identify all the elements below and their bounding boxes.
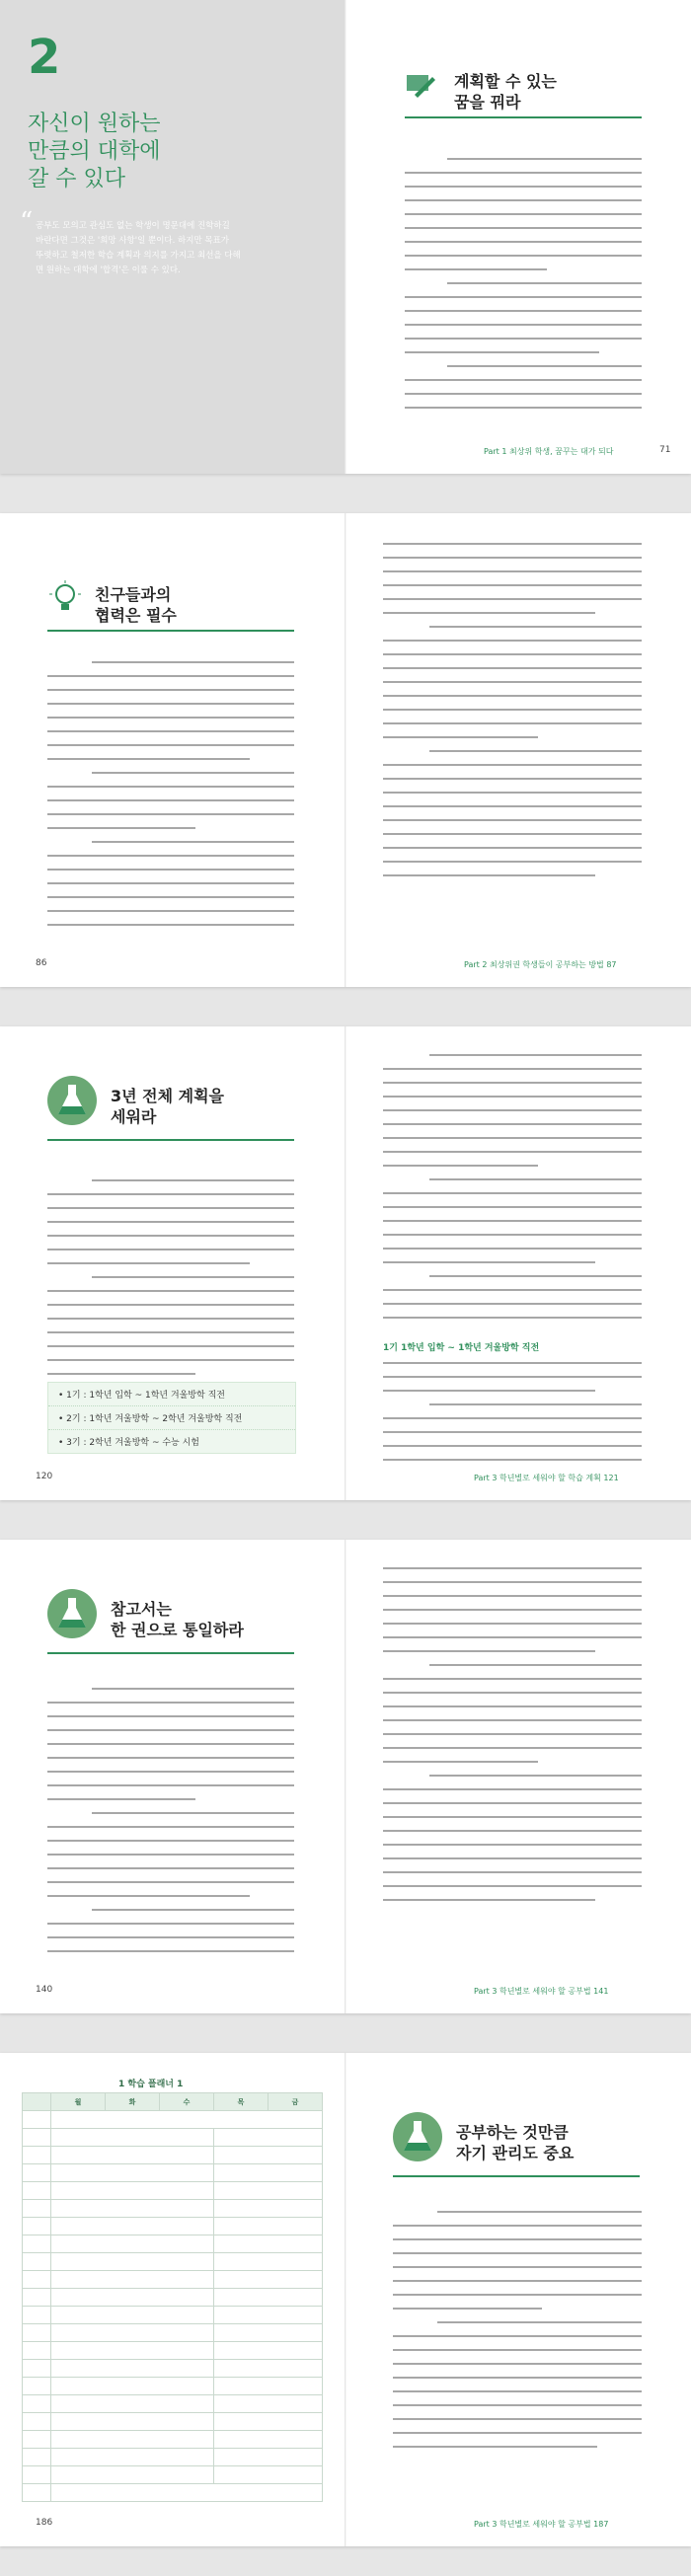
body-text bbox=[47, 1688, 294, 1964]
right-page bbox=[346, 2053, 691, 2546]
section-title-line: 친구들과의 bbox=[95, 585, 172, 604]
table-row bbox=[23, 2342, 323, 2360]
quote-line: 바란다면 그것은 '희망 사항'일 뿐이다. 하지만 목표가 bbox=[36, 236, 230, 246]
table-row bbox=[23, 2413, 323, 2431]
term-list bbox=[47, 1382, 296, 1454]
left-page bbox=[0, 2053, 346, 2546]
study-planner-table bbox=[22, 2092, 323, 2502]
table-header-row bbox=[23, 2093, 323, 2111]
chapter-title-line: 갈 수 있다 bbox=[28, 167, 125, 191]
running-footer: Part 1 최상위 학생, 꿈꾸는 대가 되다 bbox=[484, 447, 614, 456]
flask-icon bbox=[393, 2112, 442, 2161]
section-header bbox=[47, 574, 294, 634]
section-header bbox=[47, 1076, 294, 1145]
left-page bbox=[0, 513, 346, 987]
spread-4 bbox=[0, 1540, 691, 2013]
body-text bbox=[47, 1179, 294, 1387]
table-header: 목 bbox=[214, 2093, 269, 2111]
section-rule bbox=[405, 116, 642, 118]
table-header: 수 bbox=[160, 2093, 214, 2111]
spread-3 bbox=[0, 1026, 691, 1500]
body-text bbox=[47, 661, 294, 938]
spread-1 bbox=[0, 0, 691, 474]
table-row bbox=[23, 2147, 323, 2164]
list-item: • 3기 : 2학년 겨울방학 ~ 수능 시험 bbox=[58, 1438, 199, 1448]
flask-icon bbox=[47, 1589, 97, 1638]
section-title bbox=[111, 1086, 224, 1127]
table-header: 금 bbox=[269, 2093, 323, 2111]
table-row bbox=[23, 2395, 323, 2413]
table-row bbox=[23, 2200, 323, 2218]
section-title-line: 참고서는 bbox=[111, 1600, 172, 1619]
spread-5 bbox=[0, 2053, 691, 2546]
left-page bbox=[0, 1540, 346, 2013]
quote-line: 공부도 모의고 관심도 없는 학생이 명문대에 진학하길 bbox=[36, 221, 230, 231]
running-footer: Part 3 학년별로 세워야 할 학습 계획 121 bbox=[474, 1474, 619, 1482]
flask-icon bbox=[47, 1076, 97, 1125]
section-title-line: 세워라 bbox=[111, 1107, 157, 1126]
body-text bbox=[383, 1054, 642, 1330]
quote-line: 면 원하는 대학에 '합격'은 이룰 수 있다. bbox=[36, 265, 181, 275]
table-title: 1 학습 플래너 1 bbox=[118, 2080, 184, 2089]
page-number: 186 bbox=[36, 2518, 53, 2528]
spread-2 bbox=[0, 513, 691, 987]
running-footer: Part 3 학년별로 세워야 할 공부법 141 bbox=[474, 1987, 609, 1996]
list-item: • 1기 : 1학년 입학 ~ 1학년 겨울방학 직전 bbox=[48, 1383, 295, 1406]
table-row bbox=[23, 2129, 323, 2147]
table-row bbox=[23, 2289, 323, 2307]
running-footer: Part 3 학년별로 세워야 할 공부법 187 bbox=[474, 2520, 609, 2529]
left-page bbox=[0, 1026, 346, 1500]
table-row bbox=[23, 2235, 323, 2253]
page-number: 120 bbox=[36, 1472, 53, 1481]
section-header bbox=[405, 61, 642, 120]
section-title-line: 한 권으로 통일하라 bbox=[111, 1621, 244, 1639]
quote-mark-icon: “ bbox=[20, 207, 34, 237]
table-row bbox=[23, 2271, 323, 2289]
section-title bbox=[95, 584, 177, 626]
table-header: 화 bbox=[106, 2093, 160, 2111]
subsection-heading: 1기 1학년 입학 ~ 1학년 겨울방학 직전 bbox=[383, 1343, 540, 1353]
table-row bbox=[23, 2182, 323, 2200]
right-page bbox=[346, 513, 691, 987]
section-title-line: 꿈을 꿔라 bbox=[454, 93, 521, 112]
page-number: 71 bbox=[659, 445, 671, 455]
section-title-line: 협력은 필수 bbox=[95, 606, 177, 625]
body-text bbox=[383, 543, 642, 888]
section-rule bbox=[393, 2175, 640, 2177]
table-header: 월 bbox=[51, 2093, 106, 2111]
quote-line: 뚜렷하고 철저한 학습 계획과 의지를 가지고 최선을 다해 bbox=[36, 251, 241, 261]
section-title bbox=[454, 71, 557, 113]
table-row bbox=[23, 2111, 323, 2129]
section-title-line: 자기 관리도 중요 bbox=[456, 2144, 575, 2162]
table-row bbox=[23, 2307, 323, 2324]
table-row bbox=[23, 2360, 323, 2378]
section-header bbox=[47, 1589, 294, 1658]
table-row bbox=[23, 2378, 323, 2395]
table-row bbox=[23, 2484, 323, 2502]
section-header bbox=[393, 2112, 640, 2181]
body-text bbox=[383, 1362, 642, 1473]
section-title bbox=[111, 1599, 244, 1640]
page-number: 86 bbox=[36, 958, 47, 968]
section-title-line: 3년 전체 계획을 bbox=[111, 1087, 225, 1105]
running-footer: Part 2 최상위권 학생들이 공부하는 방법 87 bbox=[464, 960, 617, 969]
body-text bbox=[405, 158, 642, 420]
table-row bbox=[23, 2431, 323, 2449]
section-rule bbox=[47, 1652, 294, 1654]
table-row bbox=[23, 2324, 323, 2342]
chapter-title bbox=[28, 111, 161, 193]
chapter-quote bbox=[36, 219, 322, 278]
body-text bbox=[393, 2211, 642, 2460]
right-page bbox=[346, 1026, 691, 1500]
table-row bbox=[23, 2218, 323, 2235]
chapter-number: 2 bbox=[28, 30, 61, 85]
right-page bbox=[346, 1540, 691, 2013]
body-text bbox=[383, 1567, 642, 1913]
page-number: 140 bbox=[36, 1985, 53, 1995]
list-item: • 2기 : 1학년 겨울방학 ~ 2학년 겨울방학 직전 bbox=[48, 1406, 295, 1430]
section-rule bbox=[47, 630, 294, 632]
right-page bbox=[346, 0, 691, 474]
pen-icon bbox=[405, 69, 436, 101]
section-title-line: 계획할 수 있는 bbox=[454, 72, 557, 91]
table-row bbox=[23, 2253, 323, 2271]
chapter-title-line: 만큼의 대학에 bbox=[28, 139, 161, 164]
table-row bbox=[23, 2449, 323, 2466]
section-title bbox=[456, 2122, 574, 2163]
chapter-opener-page bbox=[0, 0, 346, 474]
chapter-title-line: 자신이 원하는 bbox=[28, 112, 161, 136]
section-rule bbox=[47, 1139, 294, 1141]
table-row bbox=[23, 2466, 323, 2484]
section-title-line: 공부하는 것만큼 bbox=[456, 2123, 569, 2142]
lightbulb-icon bbox=[49, 580, 81, 616]
table-row bbox=[23, 2164, 323, 2182]
